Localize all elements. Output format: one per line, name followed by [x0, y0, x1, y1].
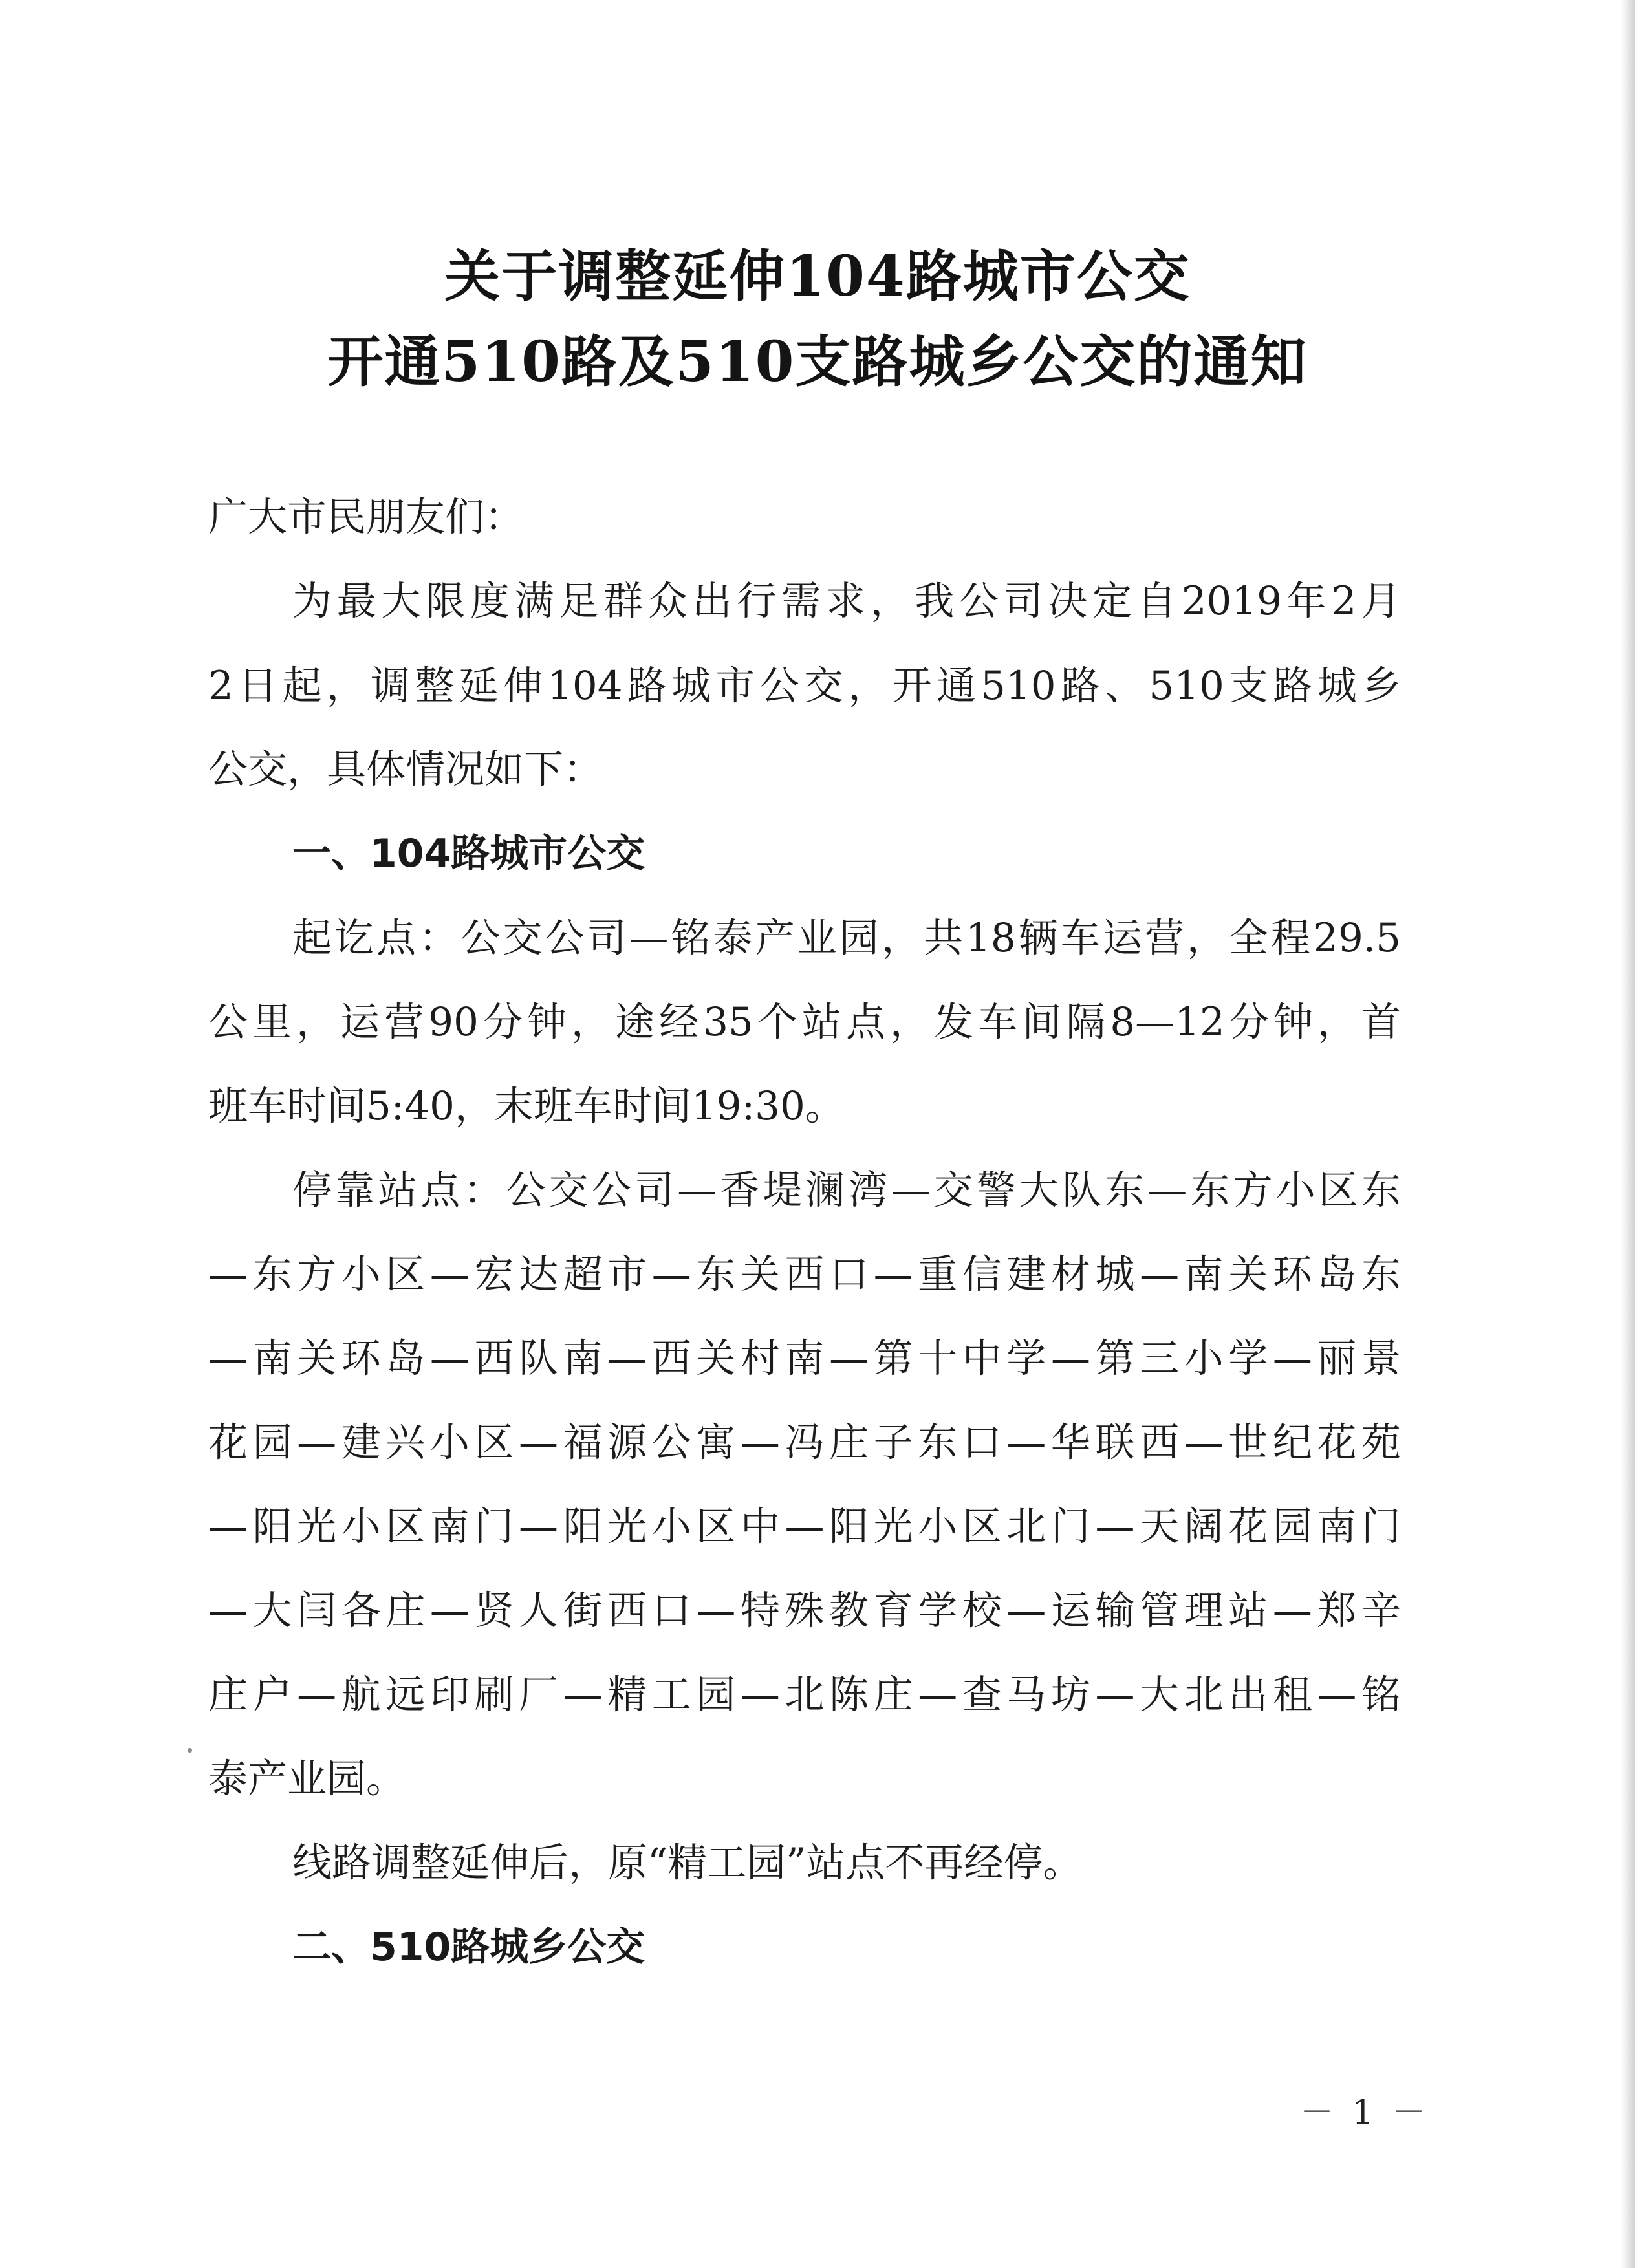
- stops-line: 庄户—航远印刷厂—精工园—北陈庄—查马坊—大北出租—铭: [208, 1672, 1401, 1718]
- route-info-line: 公里，运营90分钟，途经35个站点，发车间隔8—12分钟，首: [208, 999, 1401, 1045]
- scan-speck: [188, 1748, 192, 1753]
- stops-line: —阳光小区南门—阳光小区中—阳光小区北门—天阔花园南门: [208, 1504, 1401, 1550]
- page-number: － 1 －: [1300, 2093, 1430, 2132]
- stops-line: —东方小区—宏达超市—东关西口—重信建材城—南关环岛东: [208, 1251, 1401, 1297]
- stops-line: 泰产业园。: [208, 1756, 406, 1802]
- intro-line: 2日起，调整延伸104路城市公交，开通510路、510支路城乡: [208, 663, 1401, 709]
- stops-line: —大闫各庄—贤人街西口—特殊教育学校—运输管理站—郑辛: [208, 1588, 1401, 1634]
- stops-line: —南关环岛—西队南—西关村南—第十中学—第三小学—丽景: [208, 1335, 1401, 1381]
- stops-line: 花园—建兴小区—福源公寓—冯庄子东口—华联西—世纪花苑: [208, 1420, 1401, 1465]
- route-info-line: 班车时间5:40，末班车时间19:30。: [208, 1083, 845, 1129]
- salutation: 广大市民朋友们：: [208, 494, 525, 540]
- intro-line: 公交，具体情况如下：: [208, 746, 603, 792]
- stops-line: 停靠站点：公交公司—香堤澜湾—交警大队东—东方小区东: [292, 1167, 1401, 1213]
- document-title-line-2: 开通510路及510支路城乡公交的通知: [327, 329, 1308, 394]
- route-change-note: 线路调整延伸后，原“精工园”站点不再经停。: [292, 1840, 1083, 1886]
- document-title-line-1: 关于调整延伸104路城市公交: [444, 244, 1191, 309]
- route-info-line: 起讫点：公交公司—铭泰产业园，共18辆车运营，全程29.5: [292, 915, 1401, 961]
- intro-line: 为最大限度满足群众出行需求，我公司决定自2019年2月: [292, 578, 1401, 624]
- section-2-heading: 二、510路城乡公交: [292, 1925, 645, 1970]
- section-1-heading: 一、104路城市公交: [292, 831, 645, 876]
